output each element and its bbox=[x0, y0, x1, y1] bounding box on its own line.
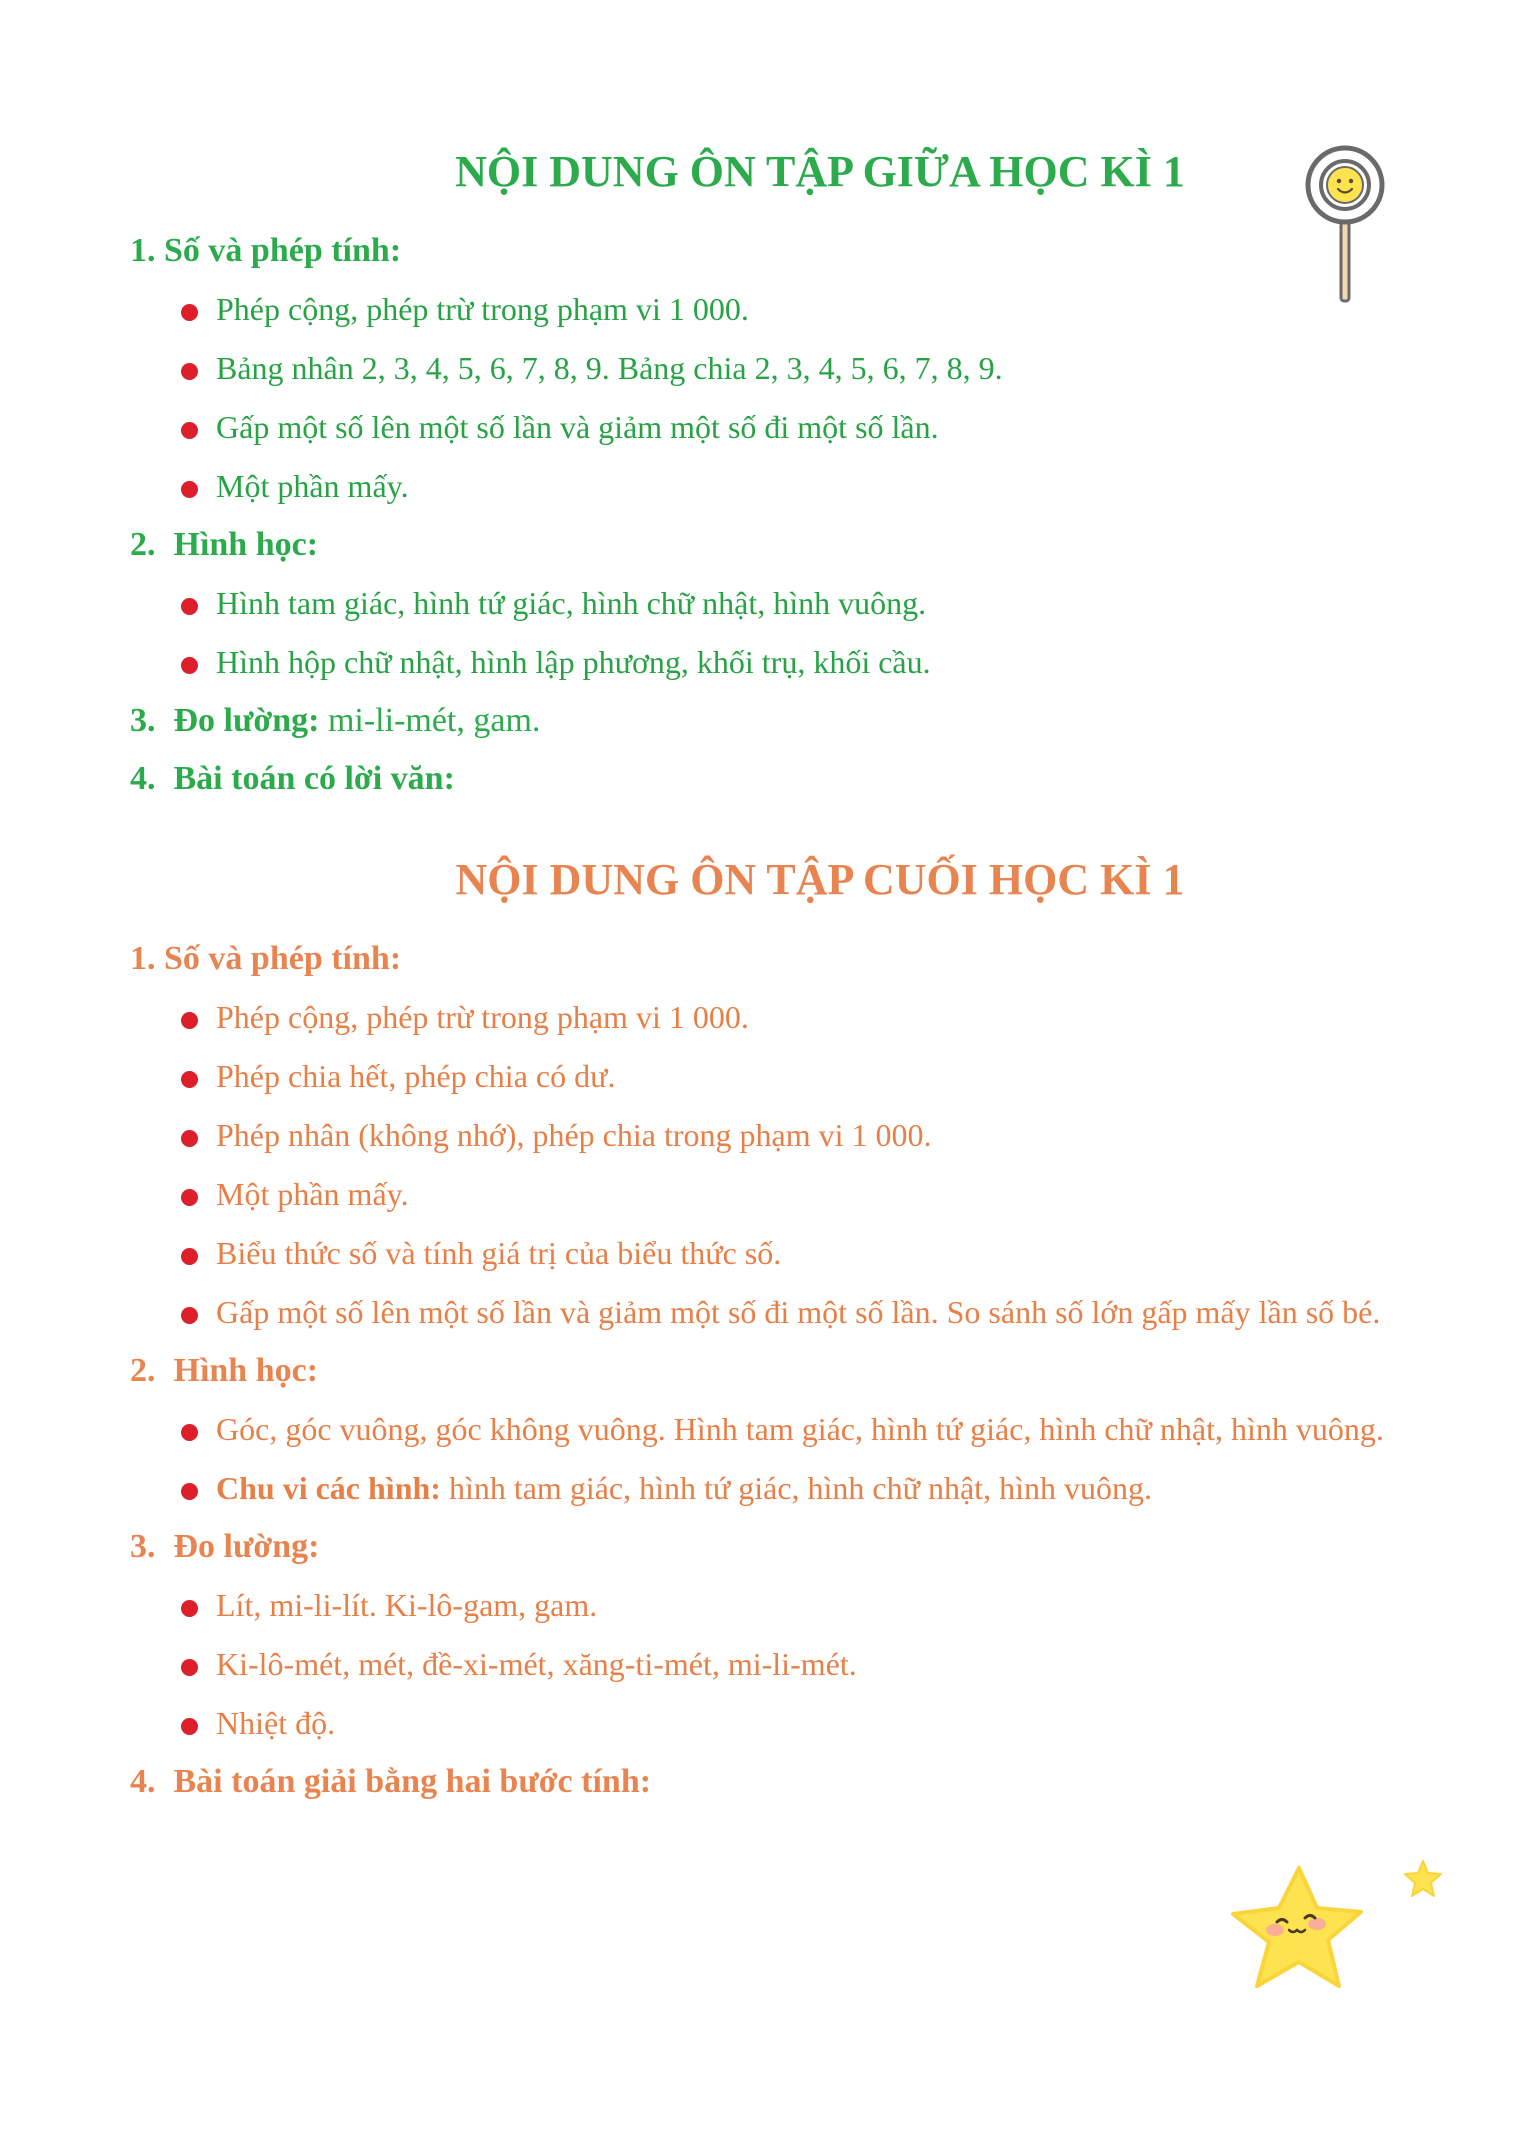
bullet-dot bbox=[181, 1248, 198, 1265]
bullet-dot bbox=[181, 1424, 198, 1441]
bullet-dot bbox=[181, 481, 198, 498]
list-item: Lít, mi-li-lít. Ki-lô-gam, gam. bbox=[130, 1576, 1470, 1635]
bullet-dot bbox=[181, 598, 198, 615]
final-list-1 bbox=[130, 988, 1470, 1342]
heading-text: Đo lường: bbox=[173, 702, 320, 739]
heading-text: Bài toán có lời văn: bbox=[173, 760, 455, 797]
heading-number: 4. bbox=[130, 1763, 156, 1800]
list-item bbox=[130, 1459, 1470, 1518]
midterm-heading-2 bbox=[130, 516, 1470, 574]
final-heading-3 bbox=[130, 1518, 1470, 1576]
midterm-list-2 bbox=[130, 574, 1470, 692]
list-item: Ki-lô-mét, mét, đề-xi-mét, xăng-ti-mét, mi-li-mét. bbox=[130, 1635, 1470, 1694]
midterm-heading-3 bbox=[130, 692, 1470, 750]
heading-text: Số và phép tính: bbox=[164, 232, 402, 269]
heading-text: Đo lường: bbox=[173, 1528, 320, 1565]
final-heading-4 bbox=[130, 1753, 1470, 1811]
bullet-dot bbox=[181, 1071, 198, 1088]
final-heading-1 bbox=[130, 930, 1470, 988]
heading-text: Bài toán giải bằng hai bước tính: bbox=[173, 1763, 652, 1800]
heading-number: 1. bbox=[130, 232, 156, 269]
heading-number: 1. bbox=[130, 940, 156, 977]
final-list-3 bbox=[130, 1576, 1470, 1753]
list-item: Phép cộng, phép trừ trong phạm vi 1 000. bbox=[130, 280, 1470, 339]
midterm-section bbox=[130, 142, 1470, 808]
heading-number: 2. bbox=[130, 1352, 156, 1389]
heading-number: 3. bbox=[130, 702, 156, 739]
smiling-star-icon bbox=[1225, 1860, 1370, 2000]
final-section bbox=[130, 850, 1470, 1811]
small-star-icon bbox=[1402, 1858, 1444, 1900]
bullet-dot bbox=[181, 1659, 198, 1676]
bullet-dot bbox=[181, 304, 198, 321]
heading-number: 2. bbox=[130, 526, 156, 563]
bullet-dot bbox=[181, 657, 198, 674]
bullet-dot bbox=[181, 422, 198, 439]
final-list-2 bbox=[130, 1400, 1470, 1518]
list-item: Nhiệt độ. bbox=[130, 1694, 1470, 1753]
item-text: hình tam giác, hình tứ giác, hình chữ nhật, hình vuông. bbox=[440, 1470, 1152, 1506]
heading-number: 3. bbox=[130, 1528, 156, 1565]
final-title: NỘI DUNG ÔN TẬP CUỐI HỌC KÌ 1 bbox=[455, 855, 1185, 904]
midterm-heading-1 bbox=[130, 222, 1470, 280]
bullet-dot bbox=[181, 363, 198, 380]
bullet-dot bbox=[181, 1483, 198, 1500]
heading-tail: mi-li-mét, gam. bbox=[319, 702, 541, 739]
midterm-title: NỘI DUNG ÔN TẬP GIỮA HỌC KÌ 1 bbox=[455, 147, 1185, 196]
bullet-dot bbox=[181, 1012, 198, 1029]
heading-text: Hình học: bbox=[173, 526, 319, 563]
list-item: Biểu thức số và tính giá trị của biểu thức số. bbox=[130, 1224, 1470, 1283]
heading-number: 4. bbox=[130, 760, 156, 797]
list-item: Góc, góc vuông, góc không vuông. Hình tam giác, hình tứ giác, hình chữ nhật, hình vuông. bbox=[130, 1400, 1470, 1459]
bullet-dot bbox=[181, 1718, 198, 1735]
bullet-dot bbox=[181, 1307, 198, 1324]
midterm-heading-4 bbox=[130, 750, 1470, 808]
bullet-dot bbox=[181, 1130, 198, 1147]
final-heading-2 bbox=[130, 1342, 1470, 1400]
list-item: Phép chia hết, phép chia có dư. bbox=[130, 1047, 1470, 1106]
list-item: Một phần mấy. bbox=[130, 457, 1470, 516]
heading-text: Hình học: bbox=[173, 1352, 319, 1389]
list-item: Hình hộp chữ nhật, hình lập phương, khối trụ, khối cầu. bbox=[130, 633, 1470, 692]
list-item: Gấp một số lên một số lần và giảm một số đi một số lần. So sánh số lớn gấp mấy lần số bé. bbox=[130, 1283, 1470, 1342]
bullet-dot bbox=[181, 1600, 198, 1617]
list-item: Hình tam giác, hình tứ giác, hình chữ nhật, hình vuông. bbox=[130, 574, 1470, 633]
heading-text: Số và phép tính: bbox=[164, 940, 402, 977]
bullet-dot bbox=[181, 1189, 198, 1206]
bold-label: Chu vi các hình: bbox=[216, 1470, 441, 1506]
list-item: Gấp một số lên một số lần và giảm một số đi một số lần. bbox=[130, 398, 1470, 457]
list-item: Phép nhân (không nhớ), phép chia trong phạm vi 1 000. bbox=[130, 1106, 1470, 1165]
list-item: Bảng nhân 2, 3, 4, 5, 6, 7, 8, 9. Bảng chia 2, 3, 4, 5, 6, 7, 8, 9. bbox=[130, 339, 1470, 398]
midterm-list-1 bbox=[130, 280, 1470, 516]
list-item: Phép cộng, phép trừ trong phạm vi 1 000. bbox=[130, 988, 1470, 1047]
list-item: Một phần mấy. bbox=[130, 1165, 1470, 1224]
